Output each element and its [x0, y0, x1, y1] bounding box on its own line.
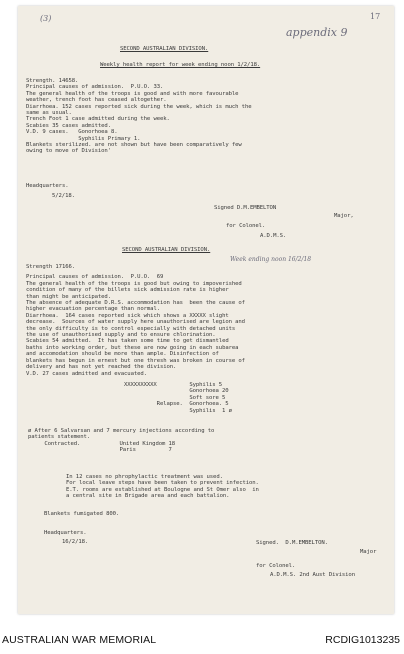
- prophylactic-note: [66, 474, 259, 500]
- archive-name: AUSTRALIAN WAR MEMORIAL: [2, 634, 157, 646]
- report1-heading: SECOND AUSTRALIAN DIVISION.: [120, 46, 209, 52]
- report1-line: owing to move of Division': [26, 148, 111, 155]
- prophylactic-line: In 12 cases no phrophylactic treatment was used.: [66, 474, 223, 480]
- report1-line: Principal causes of admission. P.U.O. 33.: [26, 84, 164, 91]
- salvarsan-line: ø After 6 Salvarsan and 7 mercury injections according to: [28, 428, 215, 434]
- report1-body: [26, 78, 251, 155]
- report2-line: Strength 17166.: [26, 264, 76, 270]
- report2-line: The absence of adequate D.R.S. accommodation has been the cause of: [26, 300, 245, 307]
- document-page: [18, 6, 394, 614]
- report1-hq-date: 5/2/18.: [52, 193, 75, 199]
- report1-line: Blankets sterilized. are not shown but have been comparatively few: [26, 142, 242, 149]
- report2-line: The general health of the troops is good but owing to impoverished: [26, 280, 242, 287]
- report2-line: and accomodation should be more than ample. Disinfection of: [26, 351, 219, 358]
- vd-row: Syphilis 1 ø: [124, 407, 232, 414]
- record-id: RCDIG1013235: [325, 634, 400, 646]
- report2-line: V.D. 27 cases admitted and evacuated.: [26, 370, 147, 377]
- report1-adms: A.D.M.S.: [260, 233, 287, 239]
- report2-line: the only difficulty is to control especially with detached units: [26, 325, 236, 332]
- report1-signed: Signed D.M.EMBELTON: [214, 205, 277, 211]
- prophylactic-line: For local leave steps have been taken to prevent infection.: [66, 480, 259, 487]
- vd-row: Relapse. Gonorhoea. 5: [124, 401, 229, 408]
- report1-line: The general health of the troops is good and with more favourable: [26, 90, 239, 97]
- report2-rank: Major: [360, 549, 377, 555]
- report2-adms: A.D.M.S. 2nd Aust Division: [270, 572, 355, 578]
- vd-row: Soft sore 5: [124, 394, 226, 401]
- vd-row: XXXXXXXXXX Syphilis 5: [124, 382, 223, 388]
- report2-line: the use of unauthorised supply and to ensure chlorination.: [26, 332, 216, 339]
- report2-signed: Signed. D.M.EMBELTON.: [256, 540, 328, 546]
- report1-line: Strength. 14658.: [26, 78, 79, 84]
- report2-heading: SECOND AUSTRALIAN DIVISION.: [122, 247, 211, 253]
- report2-line: condition of many of the billets sick admission rate is higher: [26, 287, 229, 294]
- report1-line: weather, trench foot has ceased altogether.: [26, 97, 167, 104]
- report2-line: decrease. Sources of water supply here unauthorised are legion and: [26, 319, 245, 326]
- salvarsan-line: Contracted. United Kingdom 18: [28, 440, 176, 447]
- report2-line: higher evacuation percentage than normal.: [26, 306, 160, 313]
- salvarsan-note: [28, 428, 214, 454]
- report1-hq: Headquarters.: [26, 183, 69, 189]
- report1-for-colonel: for Colonel.: [226, 223, 266, 229]
- blankets-fumigated: Blankets fumigated 800.: [44, 511, 120, 517]
- report1-line: Diarrhoea. 152 cases reported sick during the week, which is much the: [26, 103, 252, 110]
- report2-hq-date: 16/2/18.: [62, 539, 89, 545]
- salvarsan-line: patients statement.: [28, 434, 91, 441]
- top-left-mark: (3): [40, 14, 52, 23]
- report1-line: same as usual.: [26, 110, 72, 117]
- report2-line: baths into working order, but these are now going in each subarea: [26, 344, 239, 351]
- report2-line: delivery and has not yet reached the division.: [26, 364, 177, 371]
- report2-line: than might be anticipated.: [26, 293, 111, 300]
- week-ending-note: Week ending noon 16/2/18: [230, 256, 312, 263]
- report2-for-colonel: for Colonel.: [256, 563, 296, 569]
- page-number: 17: [370, 12, 381, 21]
- report1-line: Scabies 35 cases admitted.: [26, 122, 111, 129]
- appendix-annotation: appendix 9: [286, 26, 348, 39]
- report1-line: V.D. 9 cases. Gonorhoea 8.: [26, 129, 118, 136]
- report2-line: Principal causes of admission. P.U.O. 69: [26, 274, 164, 281]
- report1-line: Syphilis Primary 1.: [26, 135, 141, 142]
- report2-hq: Headquarters.: [44, 530, 87, 536]
- report2-line: Scabies 54 admitted. It has taken some time to get dismantled: [26, 338, 229, 345]
- report2-line: Diarrhoea. 164 cases reported sick which shows a XXXXX slight: [26, 312, 229, 319]
- prophylactic-line: E.T. rooms are established at Boulogne and St Omer also in: [66, 486, 259, 493]
- report1-subheading: Weekly health report for week ending noon 1/2/18.: [100, 62, 261, 68]
- prophylactic-line: a central site in Brigade area and each battalion.: [66, 493, 230, 500]
- archive-footer: [0, 625, 404, 654]
- vd-table: [124, 382, 232, 414]
- report2-line: blankets has begun in ernest but one thresh was broken in course of: [26, 357, 245, 364]
- vd-row: Gonorhoea 20: [124, 388, 229, 395]
- salvarsan-line: Paris 7: [28, 447, 172, 454]
- report1-rank: Major,: [334, 213, 354, 219]
- report2-body: [26, 264, 245, 377]
- report1-line: Trench Foot 1 case admitted during the week.: [26, 116, 170, 123]
